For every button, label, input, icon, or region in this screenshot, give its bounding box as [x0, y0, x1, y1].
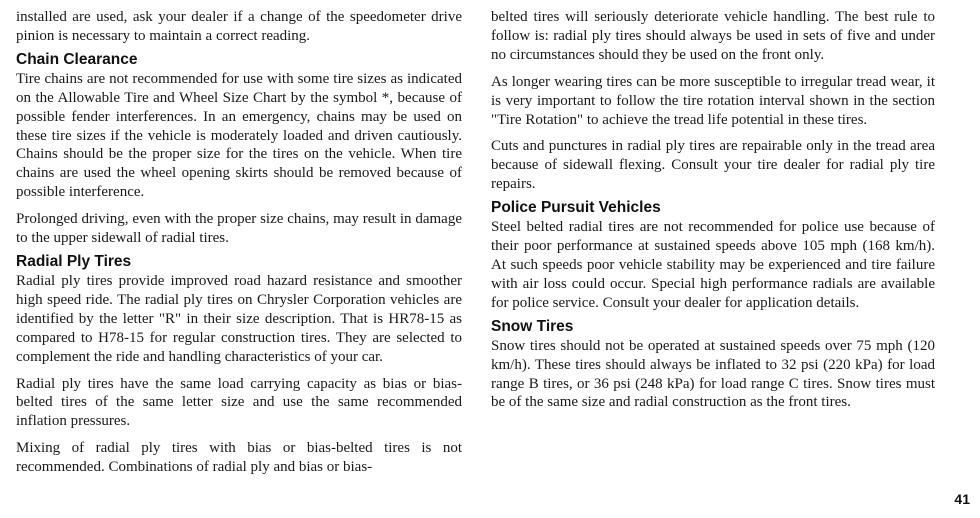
radial-ply-paragraph-3: Mixing of radial ply tires with bias or bias-belted tires is not recommended. Combinations of radial ply and bias or bias-: [16, 440, 462, 476]
snow-tires-heading: Snow Tires: [491, 317, 574, 335]
radial-ply-paragraph-2: Radial ply tires have the same load carrying capacity as bias or bias-belted tires of the same letter size and use the same recommended inflation pressures.: [16, 375, 462, 430]
police-paragraph: Steel belted radial tires are not recommended for police use because of their poor performance at sustained speeds above 105 mph (168 km/h). At such speeds poor vehicle stability may be experienced and tire failure with air loss could occur. Special high performance radials are available for police service. Consult your dealer for application details.: [491, 219, 935, 311]
police-heading: Police Pursuit Vehicles: [491, 199, 661, 217]
chain-clearance-paragraph-2: Prolonged driving, even with the proper size chains, may result in damage to the upper sidewall of radial tires.: [16, 211, 462, 247]
radial-ply-heading: Radial Ply Tires: [16, 252, 132, 270]
page-number: 41: [954, 491, 970, 507]
continued-paragraph-1: belted tires will seriously deteriorate vehicle handling. The best rule to follow is: radial ply tires should always be used in sets of five and under no circumstances should they be used on the front only.: [491, 9, 935, 63]
intro-paragraph: installed are used, ask your dealer if a change of the speedometer drive pinion is necessary to maintain a correct reading.: [16, 9, 462, 44]
radial-ply-paragraph-1: Radial ply tires provide improved road hazard resistance and smoother high speed ride. The radial ply tires on Chrysler Corporation vehicles are identified by the letter "R" in their size description. That is HR78-15 as compared to H78-15 for regular construction tires. They are selected to complement the ride and handling characteristics of your car.: [16, 272, 462, 365]
left-column: [16, 8, 462, 477]
continued-paragraph-3: Cuts and punctures in radial ply tires are repairable only in the tread area because of sidewall flexing. Consult your tire dealer for radial ply tire repairs.: [491, 138, 935, 193]
right-column: [491, 8, 935, 412]
continued-paragraph-2: As longer wearing tires can be more susceptible to irregular tread wear, it is very important to follow the tire rotation interval shown in the section "Tire Rotation" to achieve the tread life potential in these tires.: [491, 73, 935, 128]
snow-tires-paragraph: Snow tires should not be operated at sustained speeds over 75 mph (120 km/h). These tires should always be inflated to 32 psi (220 kPa) for load range B tires, or 36 psi (248 kPa) for load range C tires. Snow tires must be of the same size and radial construction as the front tires.: [491, 337, 935, 411]
chain-clearance-paragraph-1: Tire chains are not recommended for use with some tire sizes as indicated on the Allowable Tire and Wheel Size Chart by the symbol *, because of possible fender interferences. In an emergency, chains may be used on these tire sizes if the vehicle is moderately loaded and driven cautiously. Chains should be the proper size for the tires on the vehicle. When tire chains are used the wheel opening skirts should be removed because of possible interference.: [16, 70, 462, 201]
chain-clearance-heading: Chain Clearance: [16, 50, 138, 68]
